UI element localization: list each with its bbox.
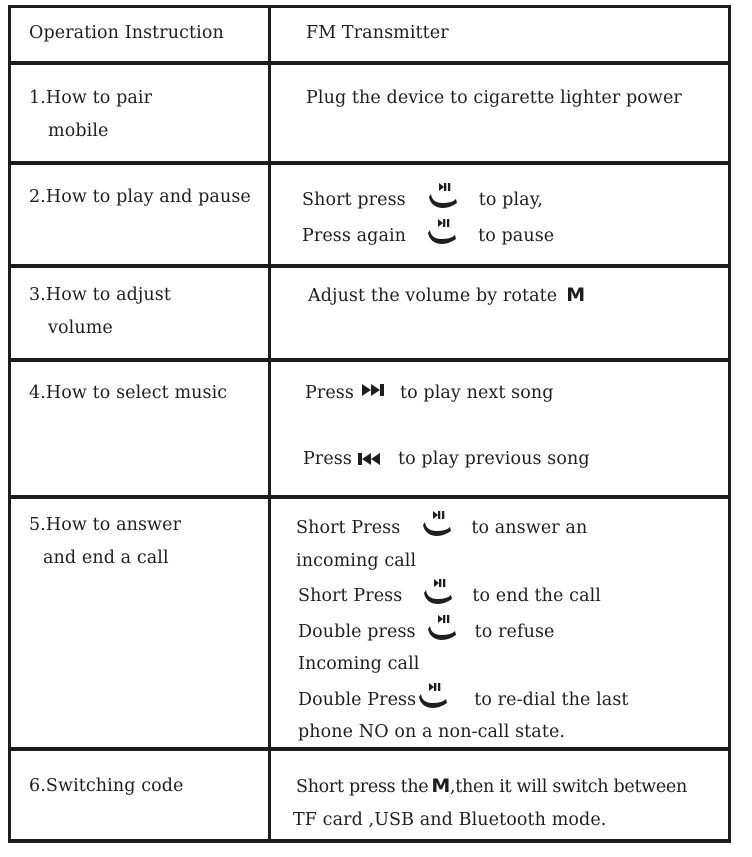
m-knob-icon: M xyxy=(566,284,586,306)
previous-track-icon xyxy=(358,452,383,466)
column-divider xyxy=(268,8,271,839)
play-pause-phone-icon xyxy=(421,577,455,607)
row5-line6: Double Press to re-dial the last xyxy=(296,681,629,717)
row-divider xyxy=(11,161,728,165)
row1-label xyxy=(29,82,152,147)
row5-line1: Short Press to answer an xyxy=(296,509,629,545)
row1-label-line1: 1.How to pair xyxy=(29,88,153,108)
header-fm-transmitter: FM Transmitter xyxy=(306,23,449,43)
row3-label-line1: 3.How to adjust xyxy=(29,285,172,305)
m-knob-icon: M xyxy=(431,775,450,797)
row5-content xyxy=(296,509,629,749)
row2-label: 2.How to play and pause xyxy=(29,187,251,207)
header-operation-instruction: Operation Instruction xyxy=(29,23,224,43)
row5-line4: Double press to refuse xyxy=(296,613,629,649)
play-pause-phone-icon xyxy=(425,217,459,247)
row5-line3: Short Press to end the call xyxy=(296,577,629,613)
row5-label xyxy=(29,509,181,574)
row6-label: 6.Switching code xyxy=(29,776,184,796)
row-divider xyxy=(11,264,728,268)
row-divider xyxy=(11,61,728,65)
row3-label-line2: volume xyxy=(48,317,113,338)
play-pause-phone-icon xyxy=(416,681,450,711)
row6-line1: Short press the M,then it will switch between xyxy=(296,775,687,797)
row4-line1: Press to play next song xyxy=(305,383,554,403)
row2-line1: Short press to play, xyxy=(302,181,554,217)
row2-content xyxy=(302,181,554,252)
row-divider xyxy=(11,495,728,499)
row3-label xyxy=(29,279,171,344)
row4-label: 4.How to select music xyxy=(29,383,228,403)
row4-line2: Press to play previous song xyxy=(303,449,590,469)
row-divider xyxy=(11,358,728,362)
row5-label-line1: 5.How to answer xyxy=(29,515,182,535)
row5-line5: Incoming call xyxy=(298,654,420,674)
row6-content xyxy=(293,770,687,836)
row1-content: Plug the device to cigarette lighter power xyxy=(306,88,682,108)
row6-line2: TF card ,USB and Bluetooth mode. xyxy=(293,809,607,830)
row5-line7: phone NO on a non-call state. xyxy=(298,722,566,742)
play-pause-phone-icon xyxy=(425,613,459,643)
row5-line2: incoming call xyxy=(296,550,417,571)
row3-content: Adjust the volume by rotate M xyxy=(308,284,586,306)
row1-label-line2: mobile xyxy=(48,120,109,141)
row5-label-line2: and end a call xyxy=(43,547,169,568)
play-pause-phone-icon xyxy=(426,181,460,211)
next-track-icon xyxy=(362,383,387,397)
row2-line2: Press again to pause xyxy=(302,217,554,253)
play-pause-phone-icon xyxy=(420,509,454,539)
